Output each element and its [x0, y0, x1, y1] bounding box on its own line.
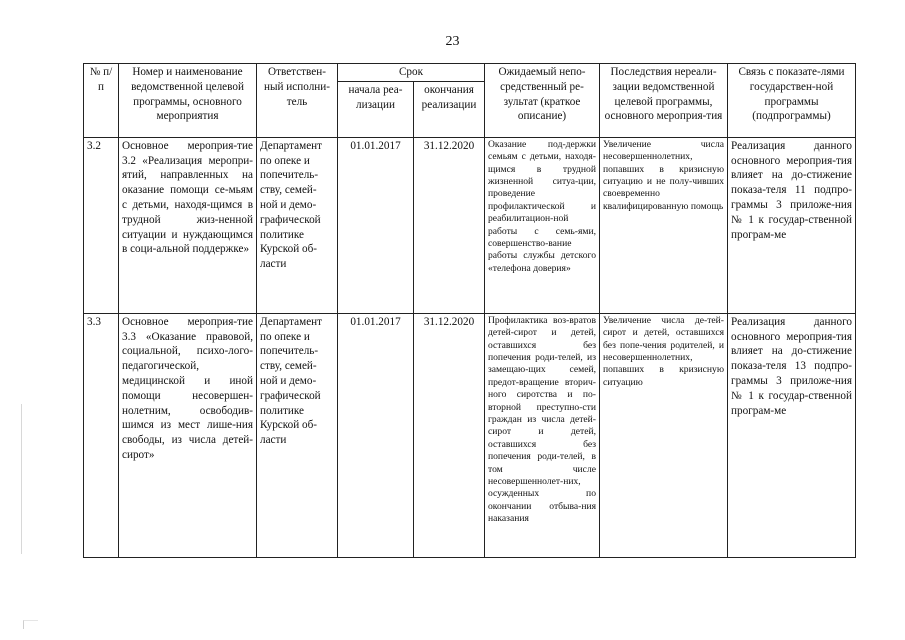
header-number: № п/п	[84, 64, 119, 138]
row-responsible: Департамент по опеке и попечитель-ству, семей-ной и демо-графической политике Курской об-ласти	[257, 313, 338, 557]
program-table	[83, 63, 856, 558]
row-number: 3.2	[84, 137, 119, 313]
row-expected-result: Профилактика воз-вратов детей-сирот и детей, оставшихся без попечения роди-телей, из замещаю-щих семей, предот-вращение вторич-ного сиротства и по-вторной преступно-сти граждан из числа детей-сирот и детей, оставшихся без попечения роди-телей, в том числе несовершеннолет-них, осужденных по окончании отбыва-ния наказания	[485, 313, 600, 557]
row-number: 3.3	[84, 313, 119, 557]
row-responsible: Департамент по опеке и попечитель-ству, семей-ной и демо-графической политике Курской об-ласти	[257, 137, 338, 313]
row-relation: Реализация данного основного мероприя-тия влияет на до-стижение показа-теля 11 подпро-граммы 3 приложе-ния № 1 к государ-ственной програм-ме	[728, 137, 856, 313]
row-start-date: 01.01.2017	[338, 137, 414, 313]
row-relation: Реализация данного основного мероприя-тия влияет на до-стижение показа-теля 13 подпро-граммы 3 приложе-ния № 1 к государ-ственной програм-ме	[728, 313, 856, 557]
row-program: Основное мероприя-тие 3.3 «Оказание правовой, социальной, психо-лого-педагогической, медицинской и иной помощи несовершен-нолетним, освободив-шимся из мест лише-ния свободы, из числа детей-сирот»	[119, 313, 257, 557]
program-table-container	[83, 63, 855, 558]
row-expected-result: Оказание под-держки семьям с детьми, находя-щимся в трудной жизненной ситуа-ции, проведение профилактической и реабилитацион-ной работы с семь-ями, совершенство-вание работы службы детского «телефона доверия»	[485, 137, 600, 313]
row-consequences: Увеличение числа несовершеннолетних, попавших в кризисную ситуацию и не полу-чивших своевременно квалифицированную помощь	[600, 137, 728, 313]
header-consequences: Последствия нереали-зации ведомственной целевой программы, основного мероприя-тия	[600, 64, 728, 138]
header-term: Срок	[338, 64, 485, 82]
row-program: Основное мероприя-тие 3.2 «Реализация меропри-ятий, направленных на оказание помощи се-мьям с детьми, находя-щимся в трудной жиз-ненной ситуации и нуждающимся в соци-альной поддержке»	[119, 137, 257, 313]
table-row	[84, 137, 856, 313]
page-number: 23	[445, 34, 460, 49]
row-start-date: 01.01.2017	[338, 313, 414, 557]
header-responsible: Ответствен-ный исполни-тель	[257, 64, 338, 138]
header-expected-result: Ожидаемый непо-средственный ре-зультат (краткое описание)	[485, 64, 600, 138]
header-program: Номер и наименование ведомственной целевой программы, основного мероприятия	[119, 64, 257, 138]
scan-margin-line	[21, 404, 22, 554]
row-end-date: 31.12.2020	[414, 137, 485, 313]
row-consequences: Увеличение числа де-тей-сирот и детей, оставшихся без попе-чения родителей, и несовершеннолетних, попавших в кризисную ситуацию	[600, 313, 728, 557]
header-term-start: начала реа-лизации	[338, 81, 414, 137]
scan-corner-mark	[23, 620, 38, 629]
row-end-date: 31.12.2020	[414, 313, 485, 557]
table-row	[84, 313, 856, 557]
header-relation: Связь с показате-лями государствен-ной программы (подпрограммы)	[728, 64, 856, 138]
header-term-end: окончания реализации	[414, 81, 485, 137]
